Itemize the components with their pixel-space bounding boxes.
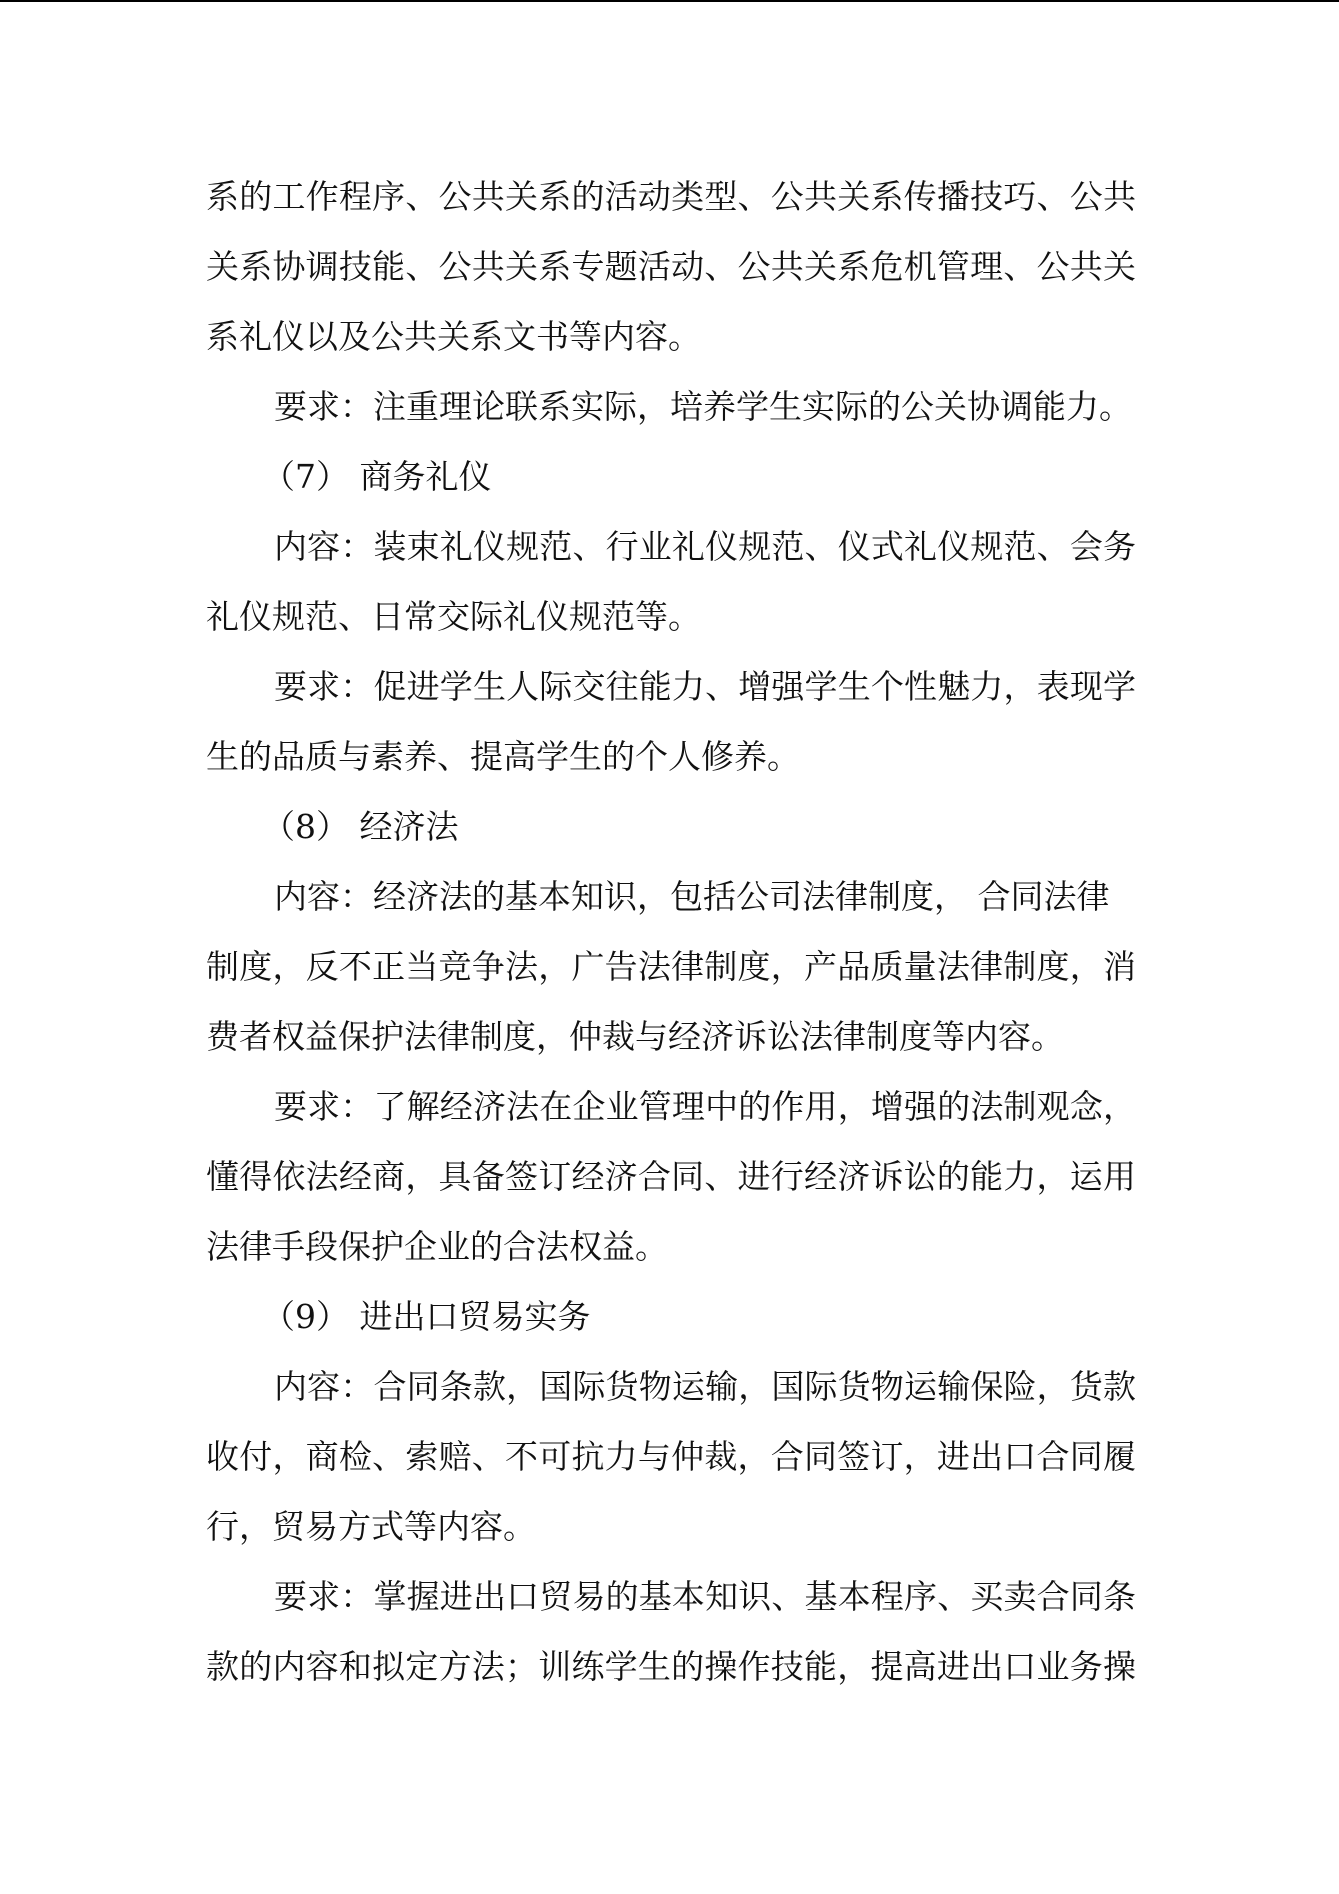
requirement-line: 要求：掌握进出口贸易的基本知识、基本程序、买卖合同条 — [274, 1577, 1136, 1616]
document-page — [206, 162, 1136, 1702]
content-line: 内容：合同条款，国际货物运输，国际货物运输保险，货款 — [274, 1367, 1136, 1406]
text-line: 费者权益保护法律制度，仲裁与经济诉讼法律制度等内容。 — [206, 1017, 1064, 1056]
text-line: 生的品质与素养、提高学生的个人修养。 — [206, 737, 800, 776]
text-line: 收付，商检、索赔、不可抗力与仲裁，合同签订，进出口合同履 — [206, 1437, 1136, 1476]
section-heading-9: （9） 进出口贸易实务 — [262, 1297, 591, 1336]
text-line: 法律手段保护企业的合法权益。 — [206, 1227, 668, 1266]
text-line: 系的工作程序、公共关系的活动类型、公共关系传播技巧、公共 — [206, 177, 1136, 216]
section-heading-8: （8） 经济法 — [262, 807, 459, 846]
text-line: 礼仪规范、日常交际礼仪规范等。 — [206, 597, 701, 636]
content-line: 内容：装束礼仪规范、行业礼仪规范、仪式礼仪规范、会务 — [274, 527, 1136, 566]
page-top-border — [0, 0, 1339, 2]
text-line: 制度，反不正当竞争法，广告法律制度，产品质量法律制度，消 — [206, 947, 1136, 986]
text-line: 款的内容和拟定方法；训练学生的操作技能，提高进出口业务操 — [206, 1647, 1136, 1686]
text-line: 行，贸易方式等内容。 — [206, 1507, 536, 1546]
requirement-line: 要求：了解经济法在企业管理中的作用，增强的法制观念， — [274, 1087, 1136, 1126]
text-line: 懂得依法经商，具备签订经济合同、进行经济诉讼的能力，运用 — [206, 1157, 1136, 1196]
text-line: 关系协调技能、公共关系专题活动、公共关系危机管理、公共关 — [206, 247, 1136, 286]
content-line: 内容：经济法的基本知识，包括公司法律制度， 合同法律 — [274, 877, 1110, 916]
requirement-line: 要求：促进学生人际交往能力、增强学生个性魅力，表现学 — [274, 667, 1136, 706]
section-heading-7: （7） 商务礼仪 — [262, 457, 492, 496]
requirement-line: 要求：注重理论联系实际，培养学生实际的公关协调能力。 — [274, 387, 1132, 426]
text-line: 系礼仪以及公共关系文书等内容。 — [206, 317, 701, 356]
